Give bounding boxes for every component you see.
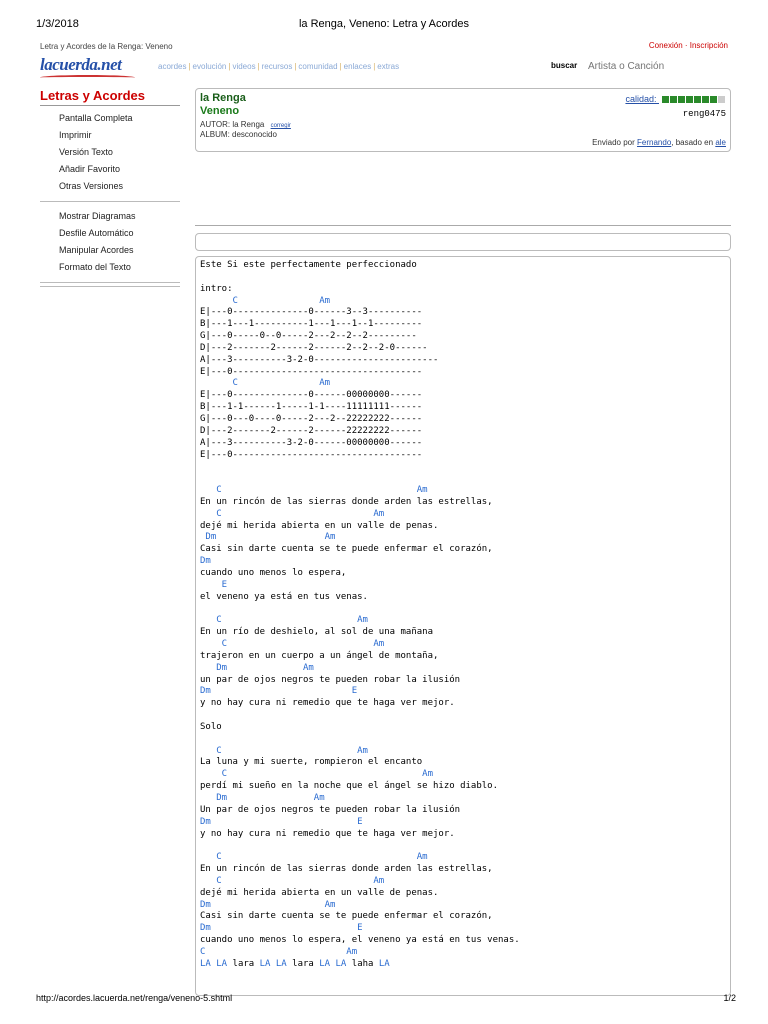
chord-line: C Am bbox=[200, 378, 331, 389]
nav-item-4[interactable]: comunidad bbox=[298, 62, 338, 71]
album-value: desconocido bbox=[232, 130, 277, 139]
nav-separator: | bbox=[294, 62, 297, 71]
chord-line: C Am bbox=[200, 745, 368, 756]
nav-item-1[interactable]: evolución bbox=[192, 62, 227, 71]
chord-line: Dm Am bbox=[200, 792, 325, 803]
lyric-line: un par de ojos negros te pueden robar la ilusión bbox=[200, 674, 461, 685]
sidebar-item-anadir-favorito[interactable]: Añadir Favorito bbox=[59, 164, 121, 174]
lyric-line bbox=[200, 710, 520, 722]
lyric-line: Casi sin darte cuenta se te puede enfermar el corazón, bbox=[200, 911, 493, 922]
chord-line: Dm E bbox=[200, 686, 358, 697]
nav-item-3[interactable]: recursos bbox=[261, 62, 293, 71]
lyric-line: A|---3----------3-2-0----------------------- bbox=[200, 354, 439, 365]
print-title: la Renga, Veneno: Letra y Acordes bbox=[298, 18, 469, 30]
nav-item-6[interactable]: extras bbox=[377, 62, 400, 71]
chord-line: C Am bbox=[200, 639, 385, 649]
lyric-line: Casi sin darte cuenta se te puede enfermar el corazón, bbox=[200, 544, 493, 555]
submitter-link[interactable]: Fernando bbox=[637, 138, 672, 147]
lyric-line: cuando uno menos lo espera, el veneno ya está en tus venas. bbox=[200, 935, 520, 946]
chord-line: E bbox=[200, 579, 228, 590]
lyric-line: En un rincón de las sierras donde arden las estrellas, bbox=[200, 864, 493, 875]
quality-dot bbox=[710, 96, 717, 103]
sidebar-item-pantalla-completa[interactable]: Pantalla Completa bbox=[59, 113, 133, 123]
corregir-link[interactable]: corregir bbox=[270, 123, 291, 129]
site-logo[interactable] bbox=[40, 55, 140, 83]
chord-line: C Am bbox=[200, 485, 428, 496]
lyric-line: Solo bbox=[200, 721, 222, 732]
based-prefix: , basado en bbox=[671, 138, 714, 147]
lyric-line: el veneno ya está en tus venas. bbox=[200, 591, 368, 602]
page-number: 1/2 bbox=[723, 993, 736, 1003]
chord-line: C Am bbox=[200, 508, 385, 519]
print-url: http://acordes.lacuerda.net/renga/veneno-5.shtml bbox=[36, 993, 233, 1003]
lyric-line: dejé mi herida abierta en un valle de penas. bbox=[200, 520, 439, 531]
chord-line: C Am bbox=[200, 295, 331, 306]
sidebar bbox=[40, 86, 180, 288]
quality-dot bbox=[718, 96, 725, 103]
nav-separator: | bbox=[339, 62, 342, 71]
login-link[interactable]: Conexión · Inscripción bbox=[648, 41, 728, 50]
lyric-line: A|---3----------3-2-0------00000000------ bbox=[200, 437, 423, 448]
chord-line: Dm Am bbox=[200, 532, 336, 543]
lyric-line: G|---0-----0--0-----2---2--2--2--------- bbox=[200, 331, 417, 342]
chord-line: Dm Am bbox=[200, 662, 314, 673]
logo-text: lacuerda.net bbox=[40, 55, 122, 74]
empty-toolbar bbox=[195, 233, 731, 251]
artist-name[interactable]: la Renga bbox=[200, 92, 246, 104]
lyric-line: perdí mi sueño en la noche que el ángel se hizo diablo. bbox=[200, 781, 499, 792]
lyric-line: B|---1---1----------1---1---1--1--------- bbox=[200, 319, 423, 330]
top-nav bbox=[158, 62, 399, 71]
print-date: 1/3/2018 bbox=[36, 18, 79, 30]
lyric-line bbox=[200, 603, 520, 615]
nav-separator: | bbox=[373, 62, 376, 71]
lyric-line: y no hay cura ni remedio que te haga ver mejor. bbox=[200, 698, 455, 709]
nav-separator: | bbox=[228, 62, 231, 71]
submitted-by bbox=[592, 138, 726, 147]
lyric-line bbox=[200, 840, 520, 852]
lyric-line bbox=[200, 473, 520, 485]
logo-swoosh-icon bbox=[40, 75, 135, 80]
lyric-line: cuando uno menos lo espera, bbox=[200, 567, 347, 578]
lyric-line: D|---2-------2------2------22222222------ bbox=[200, 425, 423, 436]
lyric-line bbox=[200, 272, 520, 284]
lyric-line: E|---0----------------------------------- bbox=[200, 449, 423, 460]
quality-dot bbox=[662, 96, 669, 103]
quality-label: calidad: bbox=[625, 94, 657, 104]
nav-separator: | bbox=[188, 62, 191, 71]
lyric-line: B|---1-1------1-----1-1----11111111------ bbox=[200, 402, 423, 413]
sidebar-item-version-texto[interactable]: Versión Texto bbox=[59, 147, 113, 157]
lyric-line: y no hay cura ni remedio que te haga ver mejor. bbox=[200, 828, 455, 839]
nav-item-2[interactable]: videos bbox=[232, 62, 256, 71]
lyric-line: En un rincón de las sierras donde arden las estrellas, bbox=[200, 496, 493, 507]
content-divider bbox=[195, 225, 731, 226]
lyric-line: dejé mi herida abierta en un valle de penas. bbox=[200, 887, 439, 898]
chord-line: Dm Am bbox=[200, 899, 336, 910]
quality-dot bbox=[686, 96, 693, 103]
sidebar-item-manipular-acordes[interactable]: Manipular Acordes bbox=[59, 245, 134, 255]
quality-meter bbox=[662, 95, 726, 105]
based-on-link[interactable]: ale bbox=[715, 138, 726, 147]
lyric-line: G|---0---0----0-----2---2--22222222------ bbox=[200, 413, 423, 424]
quality-dot bbox=[702, 96, 709, 103]
lyric-line: trajeron en un cuerpo a un ángel de montaña, bbox=[200, 650, 439, 661]
lyric-line bbox=[200, 734, 520, 746]
lyric-line: E|---0--------------0------3--3---------- bbox=[200, 307, 423, 318]
album-label: ALBUM: bbox=[200, 130, 230, 139]
quality-dot bbox=[678, 96, 685, 103]
sidebar-divider bbox=[40, 286, 180, 288]
search-label: buscar bbox=[551, 61, 578, 70]
chord-line: C Am bbox=[200, 615, 368, 626]
print-header bbox=[0, 18, 768, 32]
lyric-line: intro: bbox=[200, 283, 233, 294]
search-input[interactable] bbox=[588, 58, 728, 74]
sidebar-group-display bbox=[40, 208, 180, 283]
nav-item-5[interactable]: enlaces bbox=[343, 62, 372, 71]
lyric-line: En un río de deshielo, al sol de una mañana bbox=[200, 627, 433, 638]
quality-rating[interactable] bbox=[625, 94, 726, 105]
chord-line: C Am bbox=[200, 875, 385, 886]
song-code: reng0475 bbox=[682, 109, 726, 119]
lyric-line: E|---0--------------0------00000000------ bbox=[200, 390, 423, 401]
sent-prefix: Enviado por bbox=[592, 138, 635, 147]
lyrics-text bbox=[200, 260, 520, 971]
lyric-line: D|---2-------2------2------2--2--2-0------ bbox=[200, 342, 428, 353]
sidebar-item-mostrar-diagramas[interactable]: Mostrar Diagramas bbox=[59, 211, 136, 221]
sidebar-item-otras-versiones[interactable]: Otras Versiones bbox=[59, 181, 124, 191]
lyric-line: LA LA lara LA LA lara LA LA laha LA bbox=[200, 958, 390, 969]
lyric-line: E|---0----------------------------------- bbox=[200, 366, 423, 377]
author-value: la Renga bbox=[232, 120, 265, 129]
author-label: AUTOR: bbox=[200, 120, 231, 129]
lyric-line: Un par de ojos negros te pueden robar la ilusión bbox=[200, 804, 461, 815]
author-line bbox=[200, 120, 726, 129]
chord-line: C Am bbox=[200, 769, 433, 780]
lyric-line: La luna y mi suerte, rompieron el encanto bbox=[200, 757, 423, 768]
song-info-box bbox=[195, 88, 731, 152]
sidebar-group-tools bbox=[40, 110, 180, 202]
nav-item-0[interactable]: acordes bbox=[158, 62, 187, 71]
chord-line: Dm E bbox=[200, 923, 363, 934]
sidebar-item-imprimir[interactable]: Imprimir bbox=[59, 130, 92, 140]
chord-line: Dm E bbox=[200, 816, 363, 827]
lyrics-box bbox=[195, 256, 731, 996]
chord-line: C Am bbox=[200, 946, 358, 957]
lyric-line: Este Si este perfectamente perfeccionado bbox=[200, 260, 417, 270]
sidebar-title: Letras y Acordes bbox=[40, 86, 180, 106]
lyric-line bbox=[200, 461, 520, 473]
song-title: Veneno bbox=[200, 105, 240, 117]
chord-line: Dm bbox=[200, 556, 211, 567]
sidebar-item-formato-texto[interactable]: Formato del Texto bbox=[59, 262, 131, 272]
sidebar-item-desfile-automatico[interactable]: Desfile Automático bbox=[59, 228, 134, 238]
quality-dot bbox=[670, 96, 677, 103]
breadcrumb: Letra y Acordes de la Renga: Veneno bbox=[40, 42, 173, 51]
nav-separator: | bbox=[257, 62, 260, 71]
quality-dot bbox=[694, 96, 701, 103]
chord-line: C Am bbox=[200, 852, 428, 863]
